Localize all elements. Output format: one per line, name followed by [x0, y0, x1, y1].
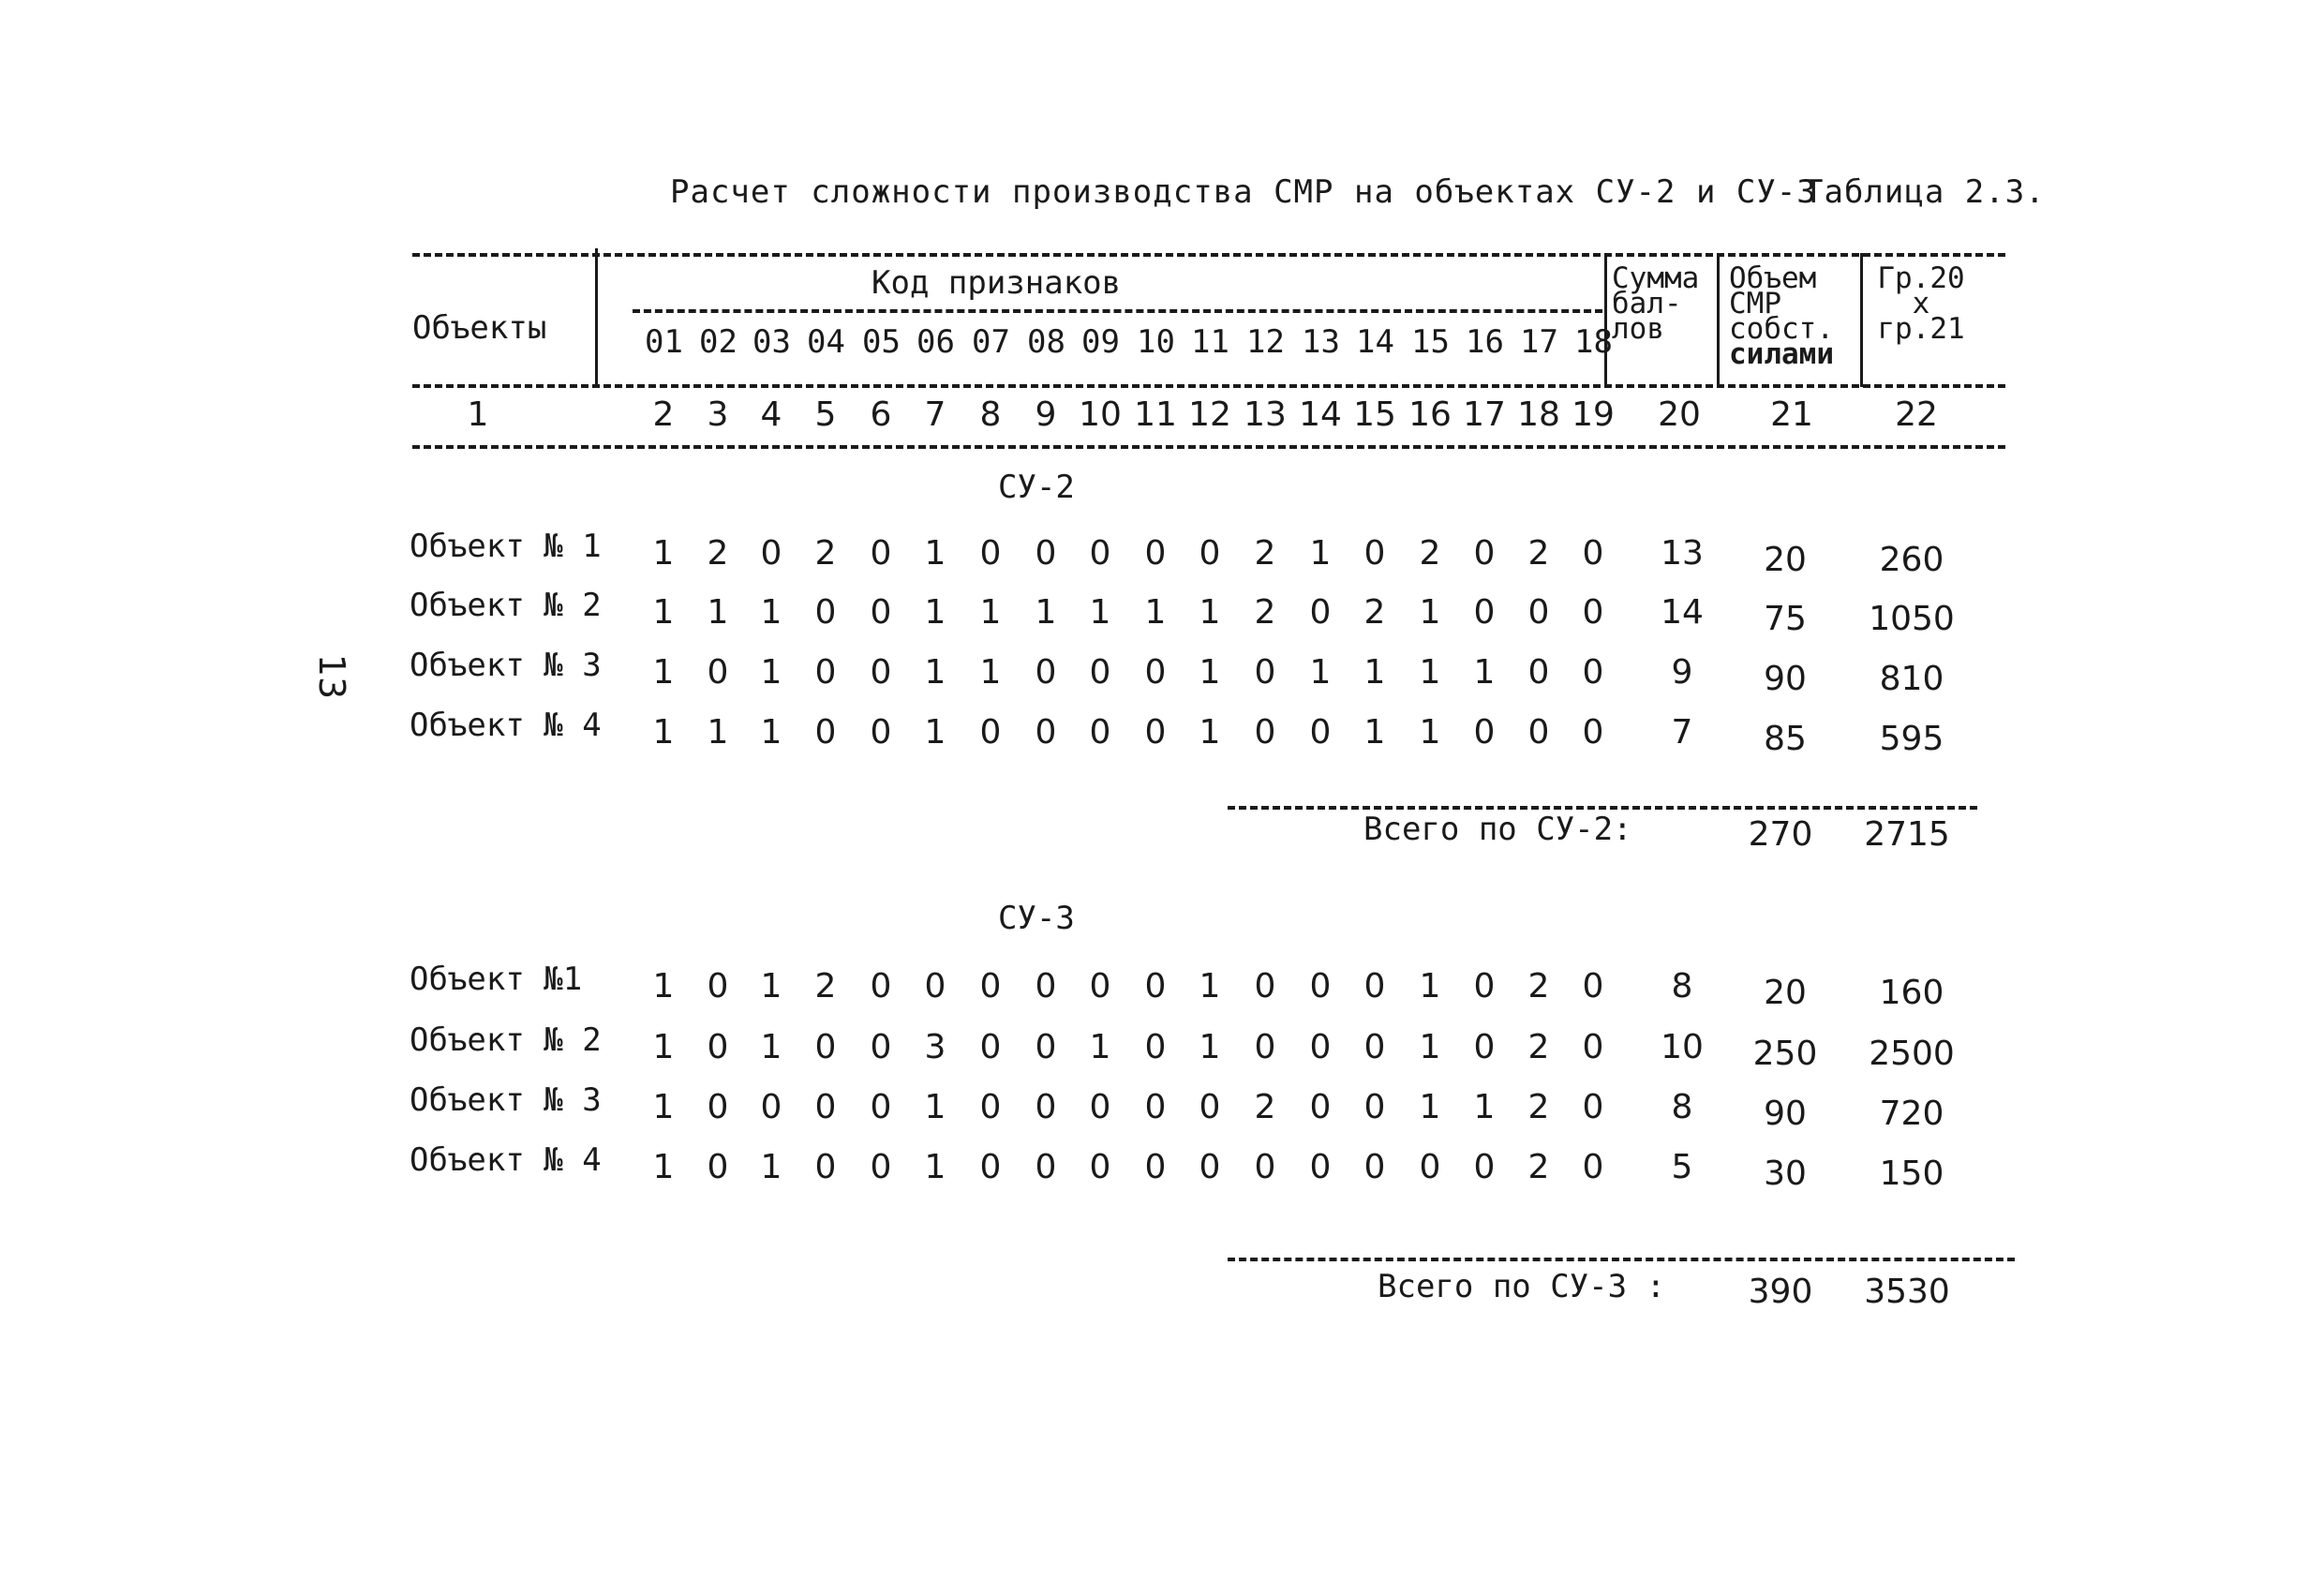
code-value: 1	[760, 967, 782, 1006]
code-value: 2	[814, 967, 837, 1006]
code-value: 0	[979, 1088, 1002, 1126]
code-value: 0	[814, 713, 837, 752]
code-value: 0	[814, 1028, 837, 1066]
code-value: 0	[1144, 653, 1167, 692]
code-value: 2	[1254, 593, 1276, 632]
column-number-14: 14	[1299, 395, 1342, 434]
column-number-4: 4	[760, 395, 782, 434]
header-code-08: 08	[1027, 323, 1065, 361]
code-value: 1	[1419, 967, 1441, 1006]
code-value: 0	[979, 713, 1002, 752]
code-value: 1	[1199, 1028, 1221, 1066]
code-value: 1	[1199, 593, 1221, 632]
code-value: 1	[1363, 653, 1386, 692]
object-name: Объект № 2	[410, 1021, 602, 1059]
code-value: 0	[1473, 534, 1496, 573]
object-name: Объект № 2	[410, 587, 602, 624]
column-number-9: 9	[1035, 395, 1057, 434]
code-value: 0	[1144, 1148, 1167, 1186]
code-value: 0	[1144, 967, 1167, 1006]
code-value: 1	[760, 713, 782, 752]
product-value: 1050	[1869, 600, 1955, 638]
code-value: 1	[1419, 653, 1441, 692]
code-value: 0	[707, 1028, 729, 1066]
code-value: 0	[870, 593, 892, 632]
total-label: Всего по СУ-3 :	[1378, 1268, 1666, 1305]
product-value: 150	[1879, 1155, 1944, 1193]
code-value: 1	[924, 593, 946, 632]
product-value: 720	[1879, 1095, 1944, 1133]
code-value: 0	[1035, 534, 1057, 573]
code-value: 0	[1309, 1028, 1332, 1066]
header-code-01: 01	[645, 323, 683, 361]
total-rule	[1228, 1258, 2015, 1261]
code-value: 1	[760, 593, 782, 632]
code-value: 2	[1527, 534, 1550, 573]
code-value: 1	[1089, 1028, 1111, 1066]
header-sum: Сумма бал- лов	[1612, 261, 1700, 346]
code-value: 1	[924, 713, 946, 752]
code-value: 0	[870, 1088, 892, 1126]
code-value: 1	[1035, 593, 1057, 632]
volume-value: 20	[1764, 974, 1807, 1012]
code-value: 0	[760, 1088, 782, 1126]
code-value: 1	[760, 653, 782, 692]
column-number-13: 13	[1244, 395, 1287, 434]
header-code-11: 11	[1191, 323, 1229, 361]
code-value: 0	[1419, 1148, 1441, 1186]
column-number-2: 2	[652, 395, 675, 434]
header-top-rule	[412, 253, 2005, 257]
code-value: 0	[870, 653, 892, 692]
header-code-14: 14	[1356, 323, 1394, 361]
column-number-10: 10	[1079, 395, 1122, 434]
code-value: 1	[652, 1088, 675, 1126]
code-value: 0	[1363, 534, 1386, 573]
code-value: 0	[1089, 713, 1111, 752]
code-value: 0	[1527, 593, 1550, 632]
header-mid-rule	[412, 384, 2005, 388]
code-value: 0	[979, 1148, 1002, 1186]
header-divider-sum	[1604, 253, 1607, 387]
code-value: 0	[924, 967, 946, 1006]
code-value: 0	[1089, 1148, 1111, 1186]
code-value: 0	[1089, 534, 1111, 573]
sum-value: 8	[1671, 967, 1693, 1006]
code-value: 1	[924, 534, 946, 573]
column-number-7: 7	[924, 395, 946, 434]
column-number-8: 8	[979, 395, 1002, 434]
code-value: 1	[1419, 713, 1441, 752]
product-value: 160	[1879, 974, 1944, 1012]
code-value: 0	[1144, 713, 1167, 752]
code-value: 0	[1309, 1088, 1332, 1126]
total-volume: 270	[1748, 815, 1813, 854]
code-value: 0	[1582, 967, 1604, 1006]
code-value: 2	[814, 534, 837, 573]
product-value: 810	[1879, 660, 1944, 698]
header-code-10: 10	[1137, 323, 1175, 361]
code-value: 1	[924, 653, 946, 692]
code-value: 0	[814, 1088, 837, 1126]
code-value: 0	[1254, 713, 1276, 752]
code-value: 0	[1473, 1148, 1496, 1186]
code-value: 1	[1144, 593, 1167, 632]
code-value: 1	[652, 713, 675, 752]
header-code-17: 17	[1520, 323, 1558, 361]
code-value: 1	[652, 534, 675, 573]
code-value: 1	[652, 967, 675, 1006]
code-value: 1	[1309, 534, 1332, 573]
code-value: 0	[707, 653, 729, 692]
code-value: 1	[1419, 1088, 1441, 1126]
total-label: Всего по СУ-2:	[1363, 811, 1632, 848]
header-code-09: 09	[1081, 323, 1120, 361]
code-value: 2	[1254, 1088, 1276, 1126]
code-value: 0	[1089, 653, 1111, 692]
code-value: 0	[1199, 1148, 1221, 1186]
code-value: 0	[1582, 713, 1604, 752]
code-value: 0	[1309, 1148, 1332, 1186]
column-number-5: 5	[814, 395, 837, 434]
table-label: Таблица 2.3.	[1804, 173, 2046, 211]
code-value: 0	[1144, 534, 1167, 573]
column-number-18: 18	[1517, 395, 1560, 434]
header-code-12: 12	[1246, 323, 1285, 361]
header-code-15: 15	[1411, 323, 1450, 361]
object-name: Объект №1	[410, 961, 583, 998]
code-value: 0	[1363, 967, 1386, 1006]
volume-value: 85	[1764, 720, 1807, 758]
group-title: СУ-2	[998, 469, 1075, 506]
object-name: Объект № 3	[410, 647, 602, 684]
code-value: 1	[1473, 1088, 1496, 1126]
header-divider-objects	[595, 248, 598, 387]
sum-value: 5	[1671, 1148, 1693, 1186]
header-divider-product	[1860, 253, 1863, 387]
sum-value: 7	[1671, 713, 1693, 752]
code-value: 0	[1144, 1028, 1167, 1066]
code-value: 0	[1363, 1148, 1386, 1186]
code-value: 0	[979, 534, 1002, 573]
code-value: 0	[760, 534, 782, 573]
code-value: 0	[1582, 653, 1604, 692]
code-value: 0	[1473, 967, 1496, 1006]
sum-value: 14	[1661, 593, 1704, 632]
column-number-17: 17	[1463, 395, 1506, 434]
code-value: 1	[1199, 713, 1221, 752]
code-value: 1	[924, 1088, 946, 1126]
sum-value: 8	[1671, 1088, 1693, 1126]
column-number-22: 22	[1895, 395, 1938, 434]
code-value: 1	[652, 1028, 675, 1066]
header-code-07: 07	[972, 323, 1010, 361]
total-product: 2715	[1864, 815, 1950, 854]
code-value: 0	[1473, 1028, 1496, 1066]
code-value: 2	[1527, 1028, 1550, 1066]
header-code-06: 06	[916, 323, 955, 361]
code-value: 0	[1254, 967, 1276, 1006]
code-value: 0	[1309, 713, 1332, 752]
code-value: 1	[652, 1148, 675, 1186]
header-code-02: 02	[699, 323, 737, 361]
code-value: 0	[814, 1148, 837, 1186]
column-number-6: 6	[870, 395, 892, 434]
code-value: 0	[1035, 1148, 1057, 1186]
code-value: 1	[979, 653, 1002, 692]
code-value: 1	[1199, 653, 1221, 692]
volume-value: 20	[1764, 541, 1807, 579]
volume-value: 250	[1752, 1035, 1818, 1073]
header-code-13: 13	[1302, 323, 1340, 361]
sum-value: 13	[1661, 534, 1704, 573]
code-value: 0	[1254, 1148, 1276, 1186]
code-value: 1	[1419, 1028, 1441, 1066]
code-value: 0	[1527, 653, 1550, 692]
code-value: 2	[1419, 534, 1441, 573]
code-value: 0	[707, 1088, 729, 1126]
code-value: 0	[1582, 1028, 1604, 1066]
code-value: 0	[1089, 967, 1111, 1006]
code-value: 1	[1089, 593, 1111, 632]
column-number-3: 3	[707, 395, 729, 434]
column-number-20: 20	[1658, 395, 1701, 434]
code-value: 0	[979, 967, 1002, 1006]
code-value: 0	[1199, 534, 1221, 573]
code-value: 0	[1473, 713, 1496, 752]
code-value: 0	[1035, 1088, 1057, 1126]
sum-value: 9	[1671, 653, 1693, 692]
column-number-15: 15	[1353, 395, 1396, 434]
code-value: 0	[814, 593, 837, 632]
total-volume: 390	[1748, 1273, 1813, 1311]
table-title: Расчет сложности производства СМР на объектах СУ-2 и СУ-3	[670, 173, 1817, 211]
sum-value: 10	[1661, 1028, 1704, 1066]
code-value: 0	[1035, 1028, 1057, 1066]
code-value: 2	[1527, 1148, 1550, 1186]
group-title: СУ-3	[998, 900, 1075, 937]
volume-value: 90	[1764, 1095, 1807, 1133]
header-bottom-rule	[412, 445, 2005, 449]
code-value: 0	[1363, 1088, 1386, 1126]
object-name: Объект № 4	[410, 707, 602, 744]
header-code-16: 16	[1466, 323, 1504, 361]
code-value: 0	[1254, 1028, 1276, 1066]
column-number-21: 21	[1770, 395, 1813, 434]
column-number-19: 19	[1572, 395, 1615, 434]
code-value: 0	[870, 967, 892, 1006]
column-number-1: 1	[467, 395, 489, 434]
code-value: 0	[1199, 1088, 1221, 1126]
code-value: 0	[1309, 593, 1332, 632]
code-value: 0	[1144, 1088, 1167, 1126]
header-code-18: 18	[1574, 323, 1613, 361]
code-value: 0	[1363, 1028, 1386, 1066]
code-value: 2	[1527, 1088, 1550, 1126]
code-value: 0	[1035, 713, 1057, 752]
header-code-05: 05	[862, 323, 901, 361]
code-value: 1	[707, 593, 729, 632]
code-value: 0	[979, 1028, 1002, 1066]
header-volume: Объем СМР собст. силами	[1729, 261, 1834, 371]
code-value: 0	[1582, 1148, 1604, 1186]
code-value: 0	[870, 713, 892, 752]
code-value: 1	[1309, 653, 1332, 692]
header-code-04: 04	[807, 323, 845, 361]
object-name: Объект № 4	[410, 1141, 602, 1179]
codes-title-rule	[633, 309, 1602, 313]
code-value: 0	[870, 1148, 892, 1186]
total-rule	[1228, 806, 1977, 810]
code-value: 0	[1089, 1088, 1111, 1126]
code-value: 1	[652, 653, 675, 692]
object-name: Объект № 1	[410, 528, 602, 565]
header-codes-title: Код признаков	[872, 264, 1122, 302]
object-name: Объект № 3	[410, 1081, 602, 1119]
code-value: 1	[1363, 713, 1386, 752]
code-value: 1	[924, 1148, 946, 1186]
code-value: 0	[1527, 713, 1550, 752]
code-value: 2	[1363, 593, 1386, 632]
code-value: 0	[1473, 593, 1496, 632]
header-code-03: 03	[752, 323, 791, 361]
column-number-11: 11	[1134, 395, 1177, 434]
code-value: 1	[979, 593, 1002, 632]
code-value: 1	[760, 1028, 782, 1066]
code-value: 0	[707, 967, 729, 1006]
total-product: 3530	[1864, 1273, 1950, 1311]
code-value: 1	[1473, 653, 1496, 692]
volume-value: 75	[1764, 600, 1807, 638]
code-value: 2	[1527, 967, 1550, 1006]
code-value: 0	[707, 1148, 729, 1186]
column-number-16: 16	[1408, 395, 1452, 434]
code-value: 0	[1582, 1088, 1604, 1126]
code-value: 0	[1582, 593, 1604, 632]
product-value: 260	[1879, 541, 1944, 579]
code-value: 0	[1309, 967, 1332, 1006]
page-number: 13	[311, 653, 353, 700]
code-value: 2	[707, 534, 729, 573]
header-product: Гр.20 х гр.21	[1877, 261, 1965, 346]
code-value: 2	[1254, 534, 1276, 573]
code-value: 0	[1035, 967, 1057, 1006]
code-value: 0	[1254, 653, 1276, 692]
header-objects: Объекты	[412, 309, 547, 347]
header-divider-volume	[1717, 253, 1720, 387]
volume-value: 90	[1764, 660, 1807, 698]
volume-value: 30	[1764, 1155, 1807, 1193]
column-number-12: 12	[1188, 395, 1231, 434]
code-value: 0	[870, 1028, 892, 1066]
code-value: 0	[1582, 534, 1604, 573]
code-value: 0	[814, 653, 837, 692]
code-value: 1	[1199, 967, 1221, 1006]
code-value: 1	[760, 1148, 782, 1186]
code-value: 1	[652, 593, 675, 632]
code-value: 0	[1035, 653, 1057, 692]
code-value: 0	[870, 534, 892, 573]
code-value: 1	[1419, 593, 1441, 632]
code-value: 1	[707, 713, 729, 752]
product-value: 595	[1879, 720, 1944, 758]
product-value: 2500	[1869, 1035, 1955, 1073]
code-value: 3	[924, 1028, 946, 1066]
